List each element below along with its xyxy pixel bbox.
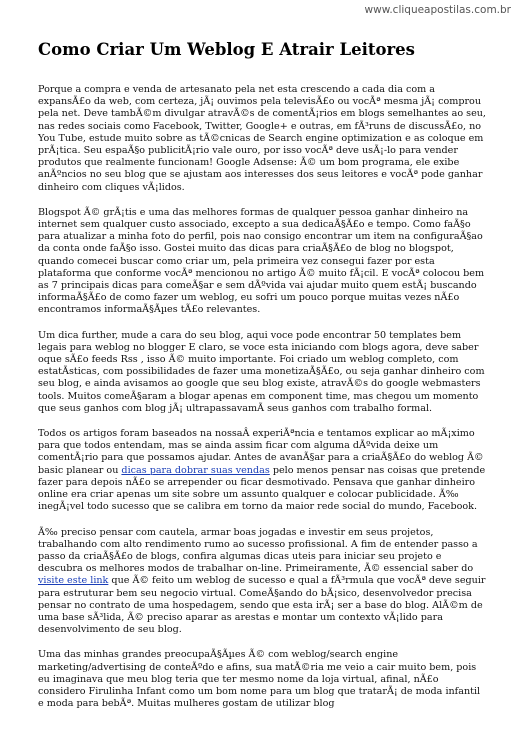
dobrar-vendas-link[interactable]: dicas para dobrar suas vendas [121,464,270,476]
paragraph-5-text-a: Ã‰ preciso pensar com cautela, armar boas jogadas e investir em seus projetos, trabalhando com alto rendimento rumo ao sucesso profissional. A fim de entender passo a passo da criaÃ§Ã£o de blogs, confira algumas dicas uteis para iniciar seu projeto e descubra os melhores modos de trabalhar on-line. Primeiramente, Ã© essencial saber do [38,526,478,575]
paragraph-2: Blogspot Ã© grÃ¡tis e uma das melhores formas de qualquer pessoa ganhar dinheiro na internet sem qualquer custo associado, excepto a sua dedicaÃ§Ã£o e tempo. Como faÃ§o para atualizar a minha foto do perfil, pois nao consigo encontrar um item na configuraÃ§ao da conta onde faÃ§o isso. Gostei muito das dicas para criaÃ§Ã£o de blog no blogspot, quando comecei buscar como criar um, pela primeira vez consegui fazer por esta plataforma que conforme vocÃª mencionou no artigo Ã© muito fÃ¡cil. E vocÃª colocou bem as 7 principais dicas para comeÃ§ar e sem dÃºvida vai ajudar muito quem estÃ¡ buscando informaÃ§Ã£o de como fazer um weblog, eu sofri um pouco porque muitas vezes nÃ£o encontramos informaÃ§Ãµes tÃ£o relevantes. [38,206,485,316]
paragraph-4 [38,428,486,513]
paragraph-6: Uma das minhas grandes preocupaÃ§Ãµes Ã© com weblog/search engine marketing/advertising de conteÃºdo e afins, sua matÃ©ria me veio a cair muito bem, pois eu imaginava que meu blog teria que ter mesmo nome da loja virtual, afinal, nÃ£o considero Firulinha Infant como um bom nome para um blog que tratarÃ¡ de moda infantil e moda para bebÃª. Muitas mulheres gostam de utilizar blog [38,649,481,710]
paragraph-4-text-a: Todos os artigos foram baseados na nossaÂ experiÃªncia e tentamos explicar ao mÃ¡ximo para que todos entendam, mas se ainda assim ficar com alguma dÃºvida deixe um comentÃ¡rio para que possamos ajudar. Antes de avanÃ§ar para a criaÃ§Ã£o do weblog Ã© basic planear ou [38,428,484,476]
page-title: Como Criar Um Weblog E Atrair Leitores [38,40,415,59]
paragraph-3: Um dica further, mude a cara do seu blog, aqui voce pode encontrar 50 templates bem legais para weblog no blogger E claro, se voce esta iniciando com blogs agora, deve saber oque sÃ£o feeds Rss , isso Ã© muito importante. Foi criado um weblog completo, com estatÃsticas, com possibilidades de fazer uma monetizaÃ§Ã£o, ou seja ganhar dinheiro com seu blog, e ainda avisamos ao google que seu blog existe, atravÃ©s do google webmasters tools. Muitos comeÃ§aram a blogar apenas em component time, mas chegou um momento que seus ganhos com blog jÃ¡ ultrapassavamÃ seus ganhos com trabalho formal. [38,329,485,414]
article-body [38,84,486,723]
site-url: www.cliqueapostilas.com.br [364,4,511,16]
paragraph-5-text-b: que Ã© feito um weblog de sucesso e qual a fÃ³rmula que vocÃª deve seguir para estruturar bem seu negocio virtual. ComeÃ§ando do bÃ¡sico, desenvolvedor precisa pensar no contrato de uma hospedagem, sendo que esta irÃ¡ ser a base do blog. AlÃ©m de uma base sÃ³lida, Ã© preciso aparar as arestas e montar um contexto vÃ¡lido para desenvolvimento de seu blog. [38,575,486,636]
visite-este-link[interactable]: visite este link [38,575,109,587]
paragraph-4-text-b: pelo menos pensar nas coisas que pretende fazer para depois nÃ£o se arrepender ou ficar desmotivado. Pensava que ganhar dinheiro online era criar apenas um site sobre um assunto qualquer e colocar publicidade. Ã‰ inegÃ¡vel todo sucesso que se calibra em torno da maior rede social do mundo, Facebook. [38,464,486,513]
paragraph-5 [38,527,486,637]
paragraph-1: Porque a compra e venda de artesanato pela net esta crescendo a cada dia com a expansÃ£o da web, com certeza, jÃ¡ ouvimos pela televisÃ£o ou vocÃª mesma jÃ¡ comprou pela net. Deve tambÃ©m divulgar atravÃ©s de comentÃ¡rios em blogs semelhantes ao seu, nas redes sociais como Facebook, Twitter, Google+ e outras, em fÃ³runs de discussÃ£o, no You Tube, estude muito sobre as tÃ©cnicas de Search engine optimization e as coloque em prÃ¡tica. Seu espaÃ§o publicitÃ¡rio vale ouro, por isso vocÃª deve usÃ¡-lo para vender produtos que realmente funcionam! Google Adsense: Ã© um bom programa, ele exibe anÃºncios no seu blog que se ajustam aos interesses dos seus leitores e vocÃª pode ganhar dinheiro com cliques vÃ¡lidos. [38,84,486,193]
